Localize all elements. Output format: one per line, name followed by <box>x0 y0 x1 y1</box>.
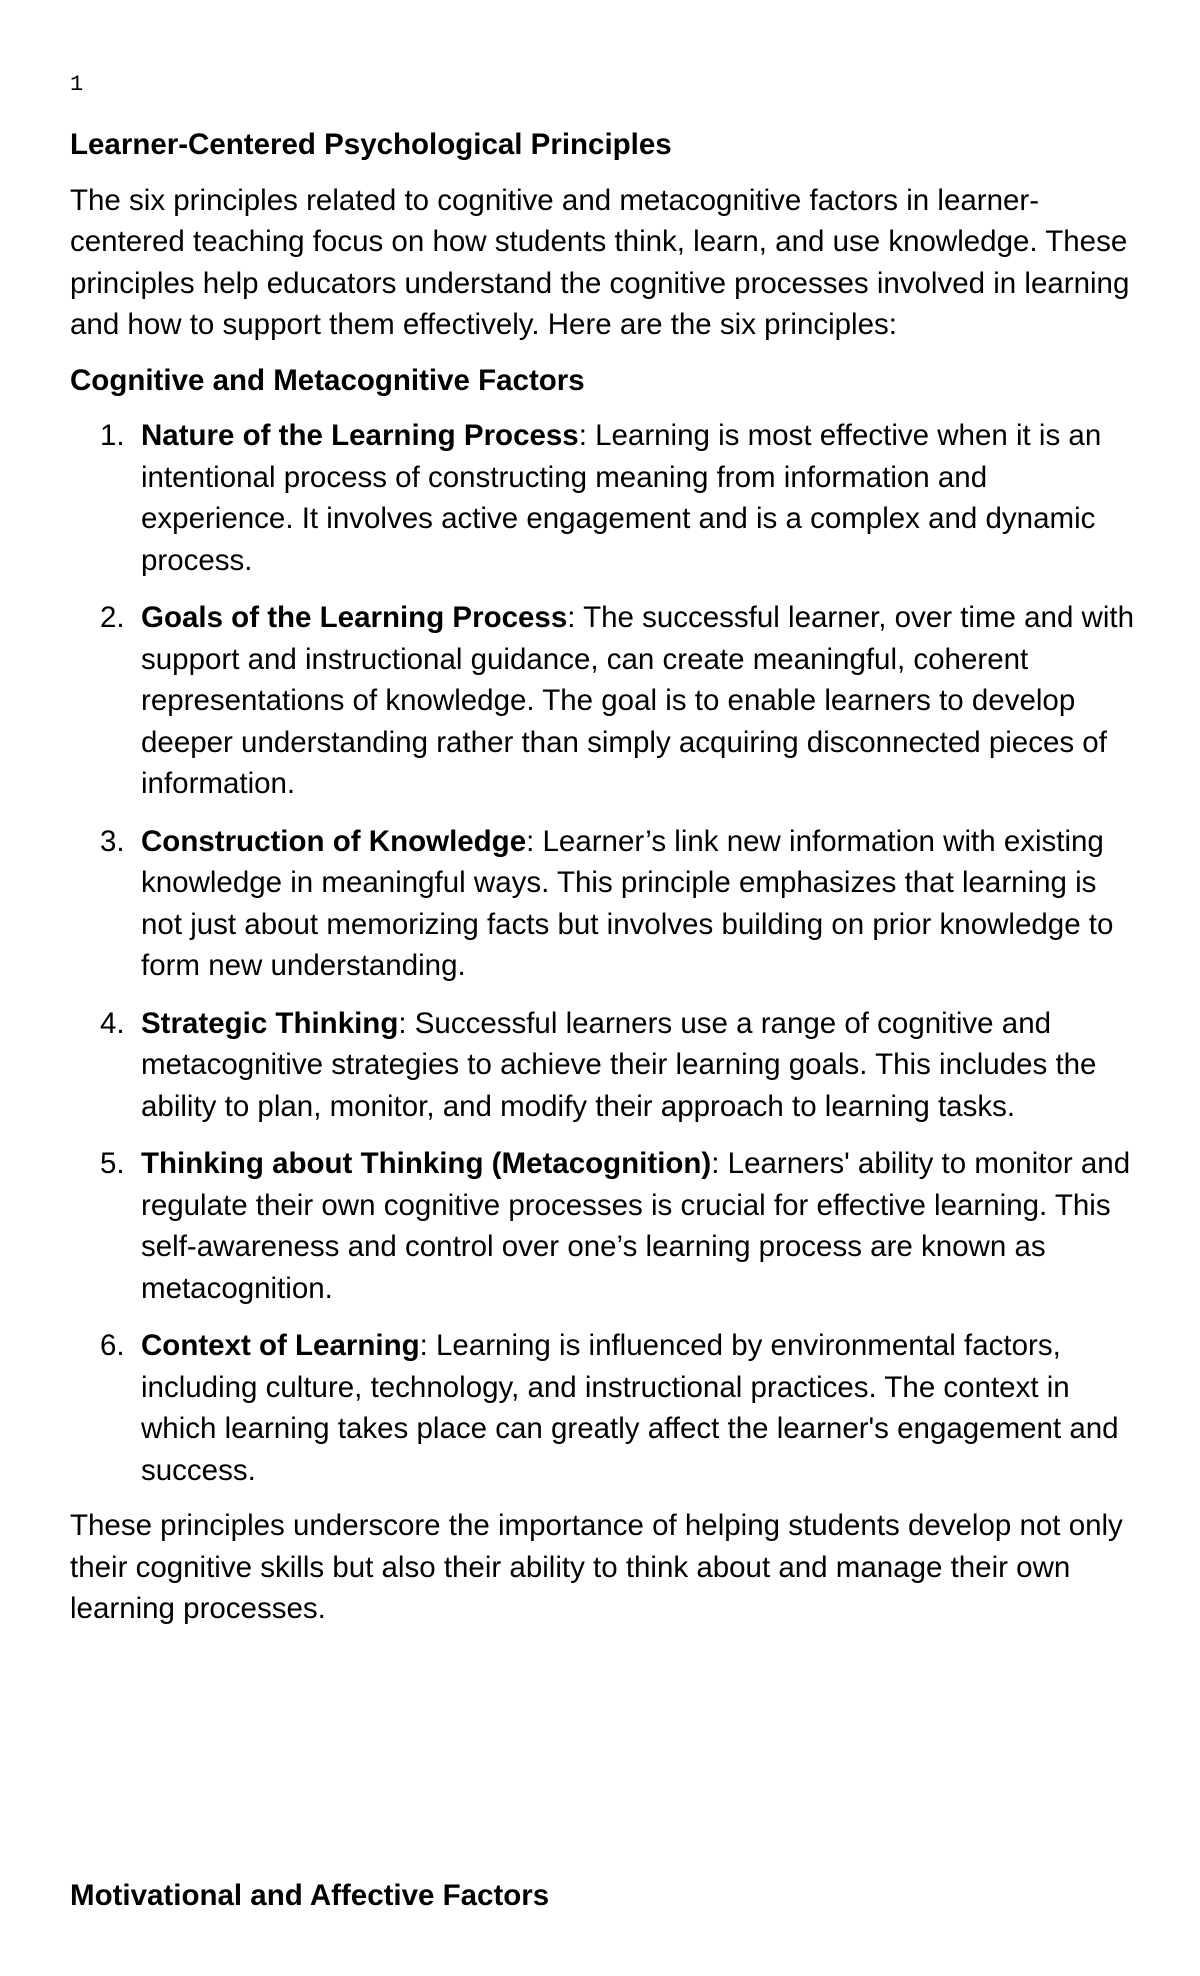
principle-text: : The successful learner, over time and with support and instructional guidance, can create meaningful, coherent representations of knowledge. The goal is to enable learners to develop deeper understanding rather than simply acquiring disconnected pieces of information. <box>141 601 1135 800</box>
section-heading-cognitive: Cognitive and Metacognitive Factors <box>70 363 585 397</box>
closing-paragraph: These principles underscore the importance of helping students develop not only their cognitive skills but also their ability to think about and manage their own learning processes. <box>70 1509 1123 1625</box>
intro-paragraph: The six principles related to cognitive and metacognitive factors in learner-centered teaching focus on how students think, learn, and use knowledge. These principles help educators understand the cognitive processes involved in learning and how to support them effectively. Here are the six principles: <box>70 183 1130 341</box>
principles-list <box>70 415 1145 1491</box>
section-heading-motivational: Motivational and Affective Factors <box>70 1879 550 1912</box>
principle-title: Construction of Knowledge <box>141 824 527 858</box>
principle-number: 3. <box>100 824 125 858</box>
principle-text: : Learners' ability to monitor and regulate their own cognitive processes is crucial for effective learning. This self-awareness and control over one’s learning process are known as metacognition. <box>141 1147 1131 1305</box>
principle-text: : Learning is most effective when it is an intentional process of constructing meaning from information and experience. It involves active engagement and is a complex and dynamic process. <box>141 419 1102 577</box>
principle-number: 2. <box>100 601 125 634</box>
principle-title: Thinking about Thinking (Metacognition) <box>141 1147 712 1180</box>
principle-item <box>70 415 1145 581</box>
page-number: 1 <box>70 72 84 97</box>
principle-title: Context of Learning <box>141 1329 420 1362</box>
principle-item <box>70 597 1145 805</box>
principle-item <box>70 1003 1145 1128</box>
principle-title: Nature of the Learning Process <box>141 419 579 452</box>
principle-number: 1. <box>100 419 125 452</box>
principle-number: 6. <box>100 1329 125 1362</box>
principle-number: 5. <box>100 1147 125 1180</box>
principle-number: 4. <box>100 1006 125 1040</box>
document-body <box>70 124 1145 1630</box>
principle-title: Strategic Thinking <box>141 1006 399 1040</box>
principle-title: Goals of the Learning Process <box>141 601 568 634</box>
principle-item <box>70 1143 1145 1309</box>
document-title: Learner-Centered Psychological Principles <box>70 128 672 161</box>
principle-text: : Learning is influenced by environmental factors, including culture, technology, and instructional practices. The context in which learning takes place can greatly affect the learner's engagement and success. <box>141 1329 1119 1487</box>
principle-item <box>70 821 1145 987</box>
principle-text: : Successful learners use a range of cognitive and metacognitive strategies to achieve their learning goals. This includes the ability to plan, monitor, and modify their approach to learning tasks. <box>141 1006 1097 1123</box>
principle-text: : Learner’s link new information with existing knowledge in meaningful ways. This principle emphasizes that learning is not just about memorizing facts but involves building on prior knowledge to form new understanding. <box>141 824 1114 982</box>
principle-item <box>70 1325 1145 1491</box>
